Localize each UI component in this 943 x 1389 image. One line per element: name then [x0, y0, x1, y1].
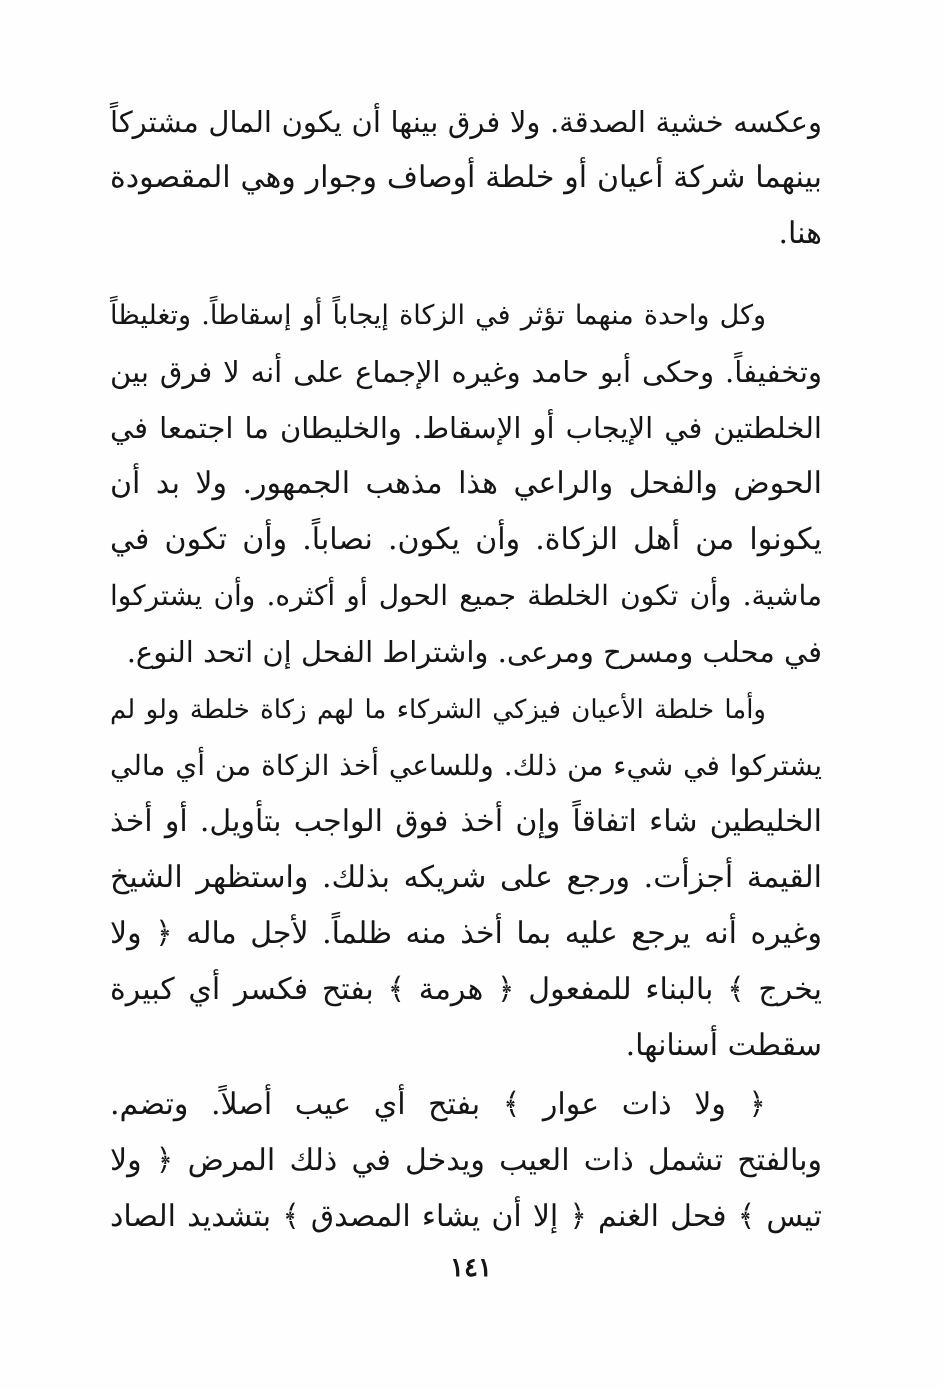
- paragraph-4: [110, 1077, 822, 1245]
- text-line: وتخفيفاً. وحكى أبو حامد وغيره الإجماع على أنه لا فرق بين: [110, 355, 822, 389]
- text-line: وكل واحدة منهما تؤثر في الزكاة إيجاباً أو إسقاطاً. وتغليظاً: [110, 300, 766, 331]
- paragraph-1: [110, 94, 822, 262]
- text-line: وبالفتح تشمل ذات العيب ويدخل في ذلك المرض ﴿ ولا: [110, 1143, 822, 1178]
- text-line: بينهما شركة أعيان أو خلطة أوصاف وجوار وهي المقصودة: [110, 160, 822, 195]
- paragraph-3: [110, 682, 822, 1074]
- text-line: الخلطتين في الإيجاب أو الإسقاط. والخليطان ما اجتمعا في: [110, 411, 822, 445]
- text-line: وأما خلطة الأعيان فيزكي الشركاء ما لهم زكاة خلطة ولو لم: [110, 695, 766, 725]
- text-line: القيمة أجزأت. ورجع على شريكه بذلك. واستظهر الشيخ: [110, 860, 822, 895]
- text-line: في محلب ومسرح ومرعى. واشتراط الفحل إن اتحد النوع.: [126, 635, 822, 669]
- paragraph-2: [110, 288, 822, 680]
- text-line: ماشية. وأن تكون الخلطة جميع الحول أو أكثره. وأن يشتركوا: [110, 579, 822, 612]
- text-line: وغيره أنه يرجع عليه بما أخذ منه ظلماً. لأجل ماله ﴿ ولا: [110, 916, 822, 951]
- text-line: يكونوا من أهل الزكاة. وأن يكون. نصاباً. وأن تكون في: [110, 522, 822, 557]
- text-line: تيس ﴾ فحل الغنم ﴿ إلا أن يشاء المصدق ﴾ بتشديد الصاد: [110, 1199, 822, 1234]
- text-line: هنا.: [778, 216, 822, 251]
- text-line: الخليطين شاء اتفاقاً وإن أخذ فوق الواجب بتأويل. أو أخذ: [110, 804, 822, 839]
- text-line: سقطت أسنانها.: [625, 1028, 822, 1063]
- page-number: ١٤١: [450, 1253, 492, 1283]
- text-line: ﴿ ولا ذات عوار ﴾ بفتح أي عيب أصلاً. وتضم.: [110, 1087, 766, 1122]
- text-line: يشتركوا في شيء من ذلك. وللساعي أخذ الزكاة من أي مالي: [110, 749, 822, 782]
- text-line: وعكسه خشية الصدقة. ولا فرق بينها أن يكون المال مشتركاً: [110, 105, 822, 139]
- text-line: يخرج ﴾ بالبناء للمفعول ﴿ هرمة ﴾ بفتح فكسر أي كبيرة: [110, 972, 822, 1007]
- text-line: الحوض والفحل والراعي هذا مذهب الجمهور. ولا بد أن: [110, 466, 822, 501]
